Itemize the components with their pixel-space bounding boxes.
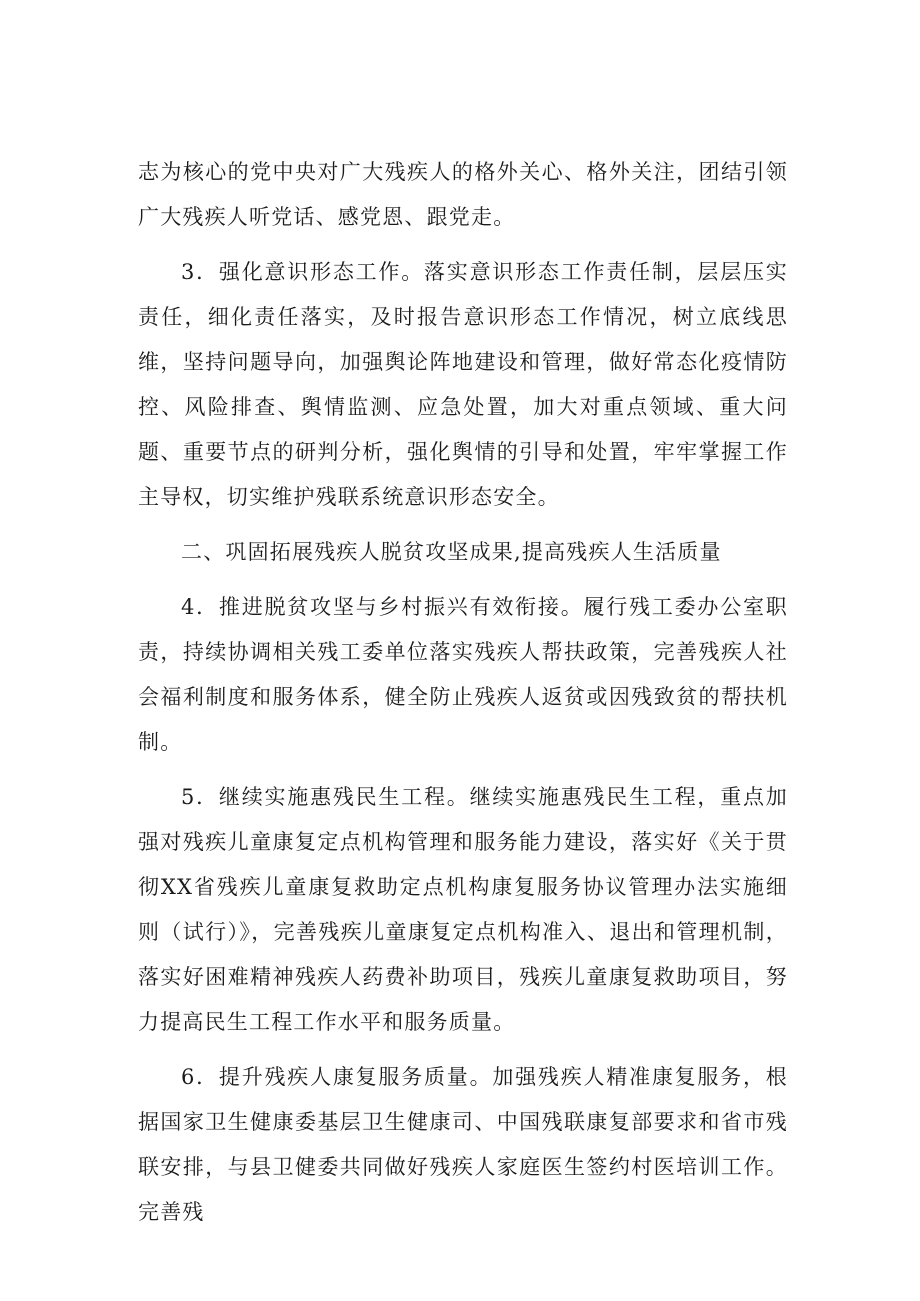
paragraph-item-4: 4．推进脱贫攻坚与乡村振兴有效衔接。履行残工委办公室职责，持续协调相关残工委单位落实残疾人帮扶政策，完善残疾人社会福利制度和服务体系，健全防止残疾人返贫或因残致贫的帮扶机制。 [138, 595, 788, 754]
paragraph-item-6: 6．提升残疾人康复服务质量。加强残疾人精准康复服务，根据国家卫生健康委基层卫生健康司、中国残联康复部要求和省市残联安排，与县卫健委共同做好残疾人家庭医生签约村医培训工作。完善残 [138, 1065, 788, 1224]
paragraph-continuation: 志为核心的党中央对广大残疾人的格外关心、格外关注，团结引领广大残疾人听党话、感党恩、跟党走。 [138, 160, 788, 229]
paragraph-item-5: 5．继续实施惠残民生工程。继续实施惠残民生工程，重点加强对残疾儿童康复定点机构管理和服务能力建设，落实好《关于贯彻XX省残疾儿童康复救助定点机构康复服务协议管理办法实施细则（试行）》，完善残疾儿童康复定点机构准入、退出和管理机制，落实好困难精神残疾人药费补助项目，残疾儿童康复救助项目，努力提高民生工程工作水平和服务质量。 [138, 785, 788, 1034]
section-heading-2: 二、巩固拓展残疾人脱贫攻坚成果,提高残疾人生活质量 [181, 540, 722, 564]
paragraph-item-3: 3．强化意识形态工作。落实意识形态工作责任制，层层压实责任，细化责任落实，及时报告意识形态工作情况，树立底线思维，坚持问题导向，加强舆论阵地建设和管理，做好常态化疫情防控、风险排查、舆情监测、应急处置，加大对重点领域、重大问题、重要节点的研判分析，强化舆情的引导和处置，牢牢掌握工作主导权，切实维护残联系统意识形态安全。 [138, 260, 788, 509]
document-body [138, 150, 788, 1245]
